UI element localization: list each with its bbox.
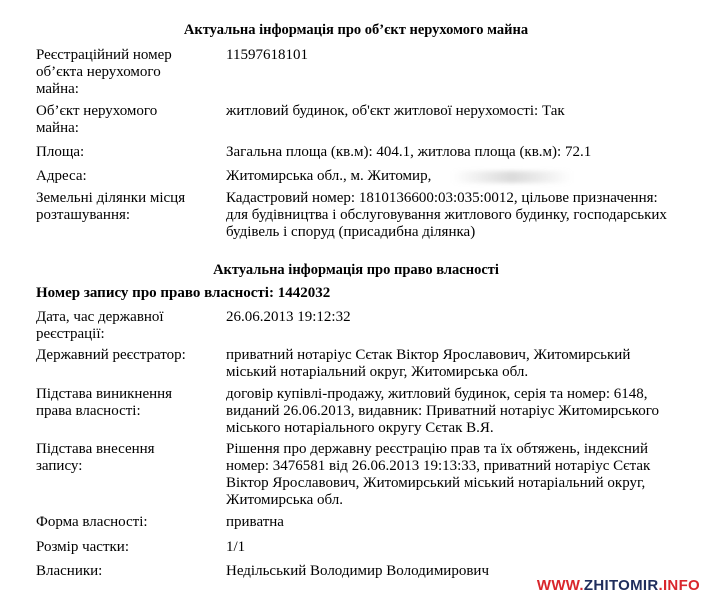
field-value-share-size: 1/1 xyxy=(226,539,246,555)
field-value-registration-number: 11597618101 xyxy=(226,47,308,63)
site-watermark xyxy=(537,577,700,594)
field-label-registration-number: Реєстраційний номер об’єкта нерухомого майна: xyxy=(36,47,172,97)
field-value-land-plots: Кадастровий номер: 1810136600:03:035:0012, цільове призначення: для будівництва і обслуговування житлового будинку, господарських будівель і споруд (присадибна ділянка) xyxy=(226,190,667,240)
field-label-ownership-basis: Підстава виникнення права власності: xyxy=(36,386,173,419)
field-label-land-plots: Земельні ділянки місця розташування: xyxy=(36,190,186,223)
field-value-entry-basis: Рішення про державну реєстрацію прав та їх обтяжень, індексний номер: 3476581 від 26.06.2013 19:13:33, приватний нотаріус Сєтак Віктор Ярославович, Житомирський міський нотаріальний округ, Житомирська обл. xyxy=(226,441,651,508)
object-section-title: Актуальна інформація про об’єкт нерухомого майна xyxy=(183,22,529,38)
field-label-share-size: Розмір частки: xyxy=(36,539,129,555)
field-value-registration-date: 26.06.2013 19:12:32 xyxy=(226,309,351,325)
watermark-prefix: WWW. xyxy=(536,577,584,594)
field-label-owners: Власники: xyxy=(36,563,103,579)
watermark-suffix: .INFO xyxy=(658,577,700,594)
field-value-address: Житомирська обл., м. Житомир, xyxy=(226,168,432,184)
field-label-registration-date: Дата, час державної реєстрації: xyxy=(36,309,164,342)
ownership-record-number: Номер запису про право власності: 1442032 xyxy=(36,285,331,301)
field-label-state-registrar: Державний реєстратор: xyxy=(36,347,186,363)
redacted-address-blur xyxy=(452,171,572,183)
field-value-ownership-basis: договір купівлі-продажу, житловий будинок, серія та номер: 6148, виданий 26.06.2013, видавник: Приватний нотаріус Житомирського міського нотаріального округу Сєтак В.Я. xyxy=(226,386,660,436)
ownership-section-title: Актуальна інформація про право власності xyxy=(213,262,499,278)
field-value-owners: Недільський Володимир Володимирович xyxy=(226,563,489,579)
field-value-state-registrar: приватний нотаріус Сєтак Віктор Ярославович, Житомирський міський нотаріальний округ, Житомирська обл. xyxy=(226,347,631,380)
field-value-object-type: житловий будинок, об'єкт житлової нерухомості: Так xyxy=(226,103,565,119)
field-label-address: Адреса: xyxy=(36,168,87,184)
field-value-area: Загальна площа (кв.м): 404.1, житлова площа (кв.м): 72.1 xyxy=(226,144,592,160)
field-label-entry-basis: Підстава внесення запису: xyxy=(36,441,155,474)
watermark-site: ZHITOMIR xyxy=(583,577,659,594)
field-label-ownership-form: Форма власності: xyxy=(36,514,148,530)
field-label-object-type: Об’єкт нерухомого майна: xyxy=(36,103,158,136)
field-label-area: Площа: xyxy=(36,144,85,160)
field-value-ownership-form: приватна xyxy=(226,514,284,530)
